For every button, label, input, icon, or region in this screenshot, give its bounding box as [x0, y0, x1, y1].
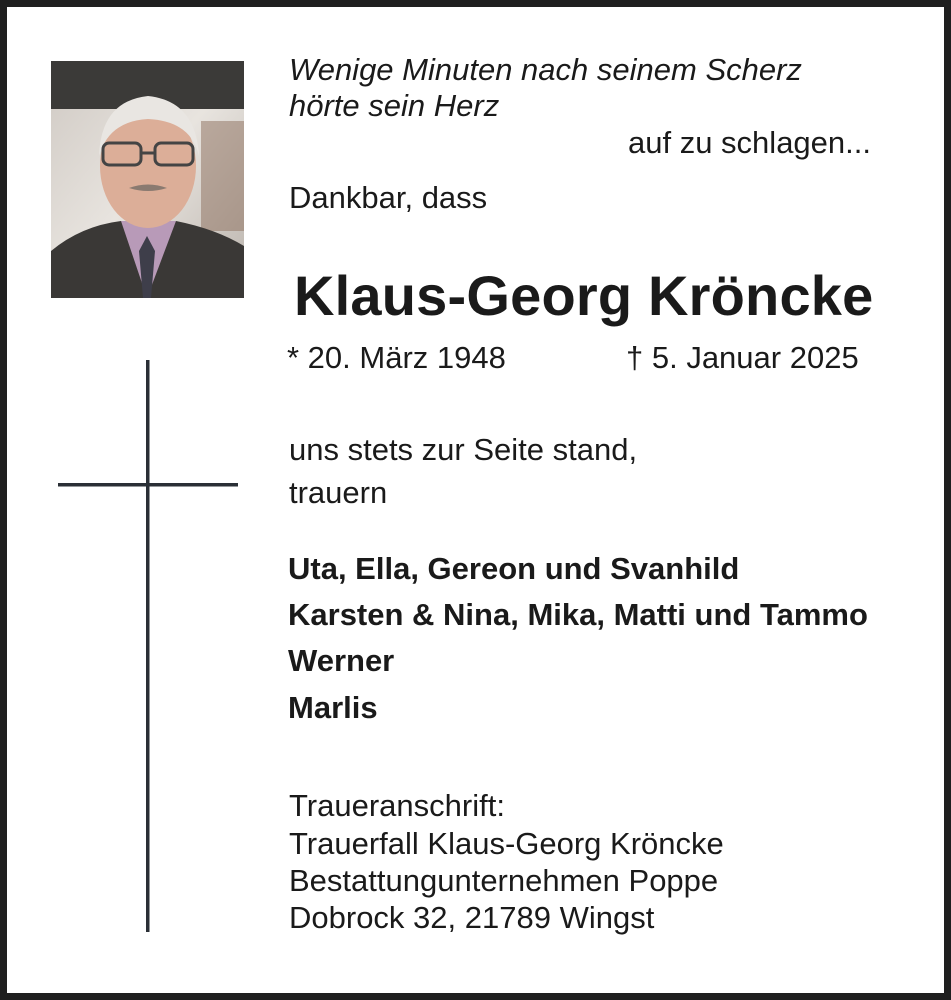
- deceased-name: Klaus-Georg Kröncke: [294, 264, 874, 327]
- portrait-photo: [51, 61, 244, 298]
- cross-icon: [56, 360, 241, 932]
- portrait-illustration: [51, 61, 244, 298]
- address-label: Traueranschrift:: [289, 788, 505, 823]
- mourner-line: Karsten & Nina, Mika, Matti und Tammo: [288, 597, 868, 632]
- verse-line-2: hörte sein Herz: [289, 88, 500, 123]
- address-line-2: Bestattungunternehmen Poppe: [289, 863, 719, 898]
- verse-line-3: auf zu schlagen...: [628, 125, 871, 160]
- continuation-line-2: trauern: [289, 475, 388, 510]
- address-line-1: Trauerfall Klaus-Georg Kröncke: [289, 826, 724, 861]
- birth-date: * 20. März 1948: [287, 340, 506, 375]
- verse-line-1: Wenige Minuten nach seinem Scherz: [289, 52, 802, 87]
- mourner-line: Werner: [288, 643, 395, 678]
- death-date: † 5. Januar 2025: [626, 340, 859, 375]
- continuation-line-1: uns stets zur Seite stand,: [289, 432, 638, 467]
- mourner-line: Uta, Ella, Gereon und Svanhild: [288, 551, 740, 586]
- mourner-line: Marlis: [288, 690, 378, 725]
- intro-text: Dankbar, dass: [289, 180, 488, 215]
- address-line-3: Dobrock 32, 21789 Wingst: [289, 900, 655, 935]
